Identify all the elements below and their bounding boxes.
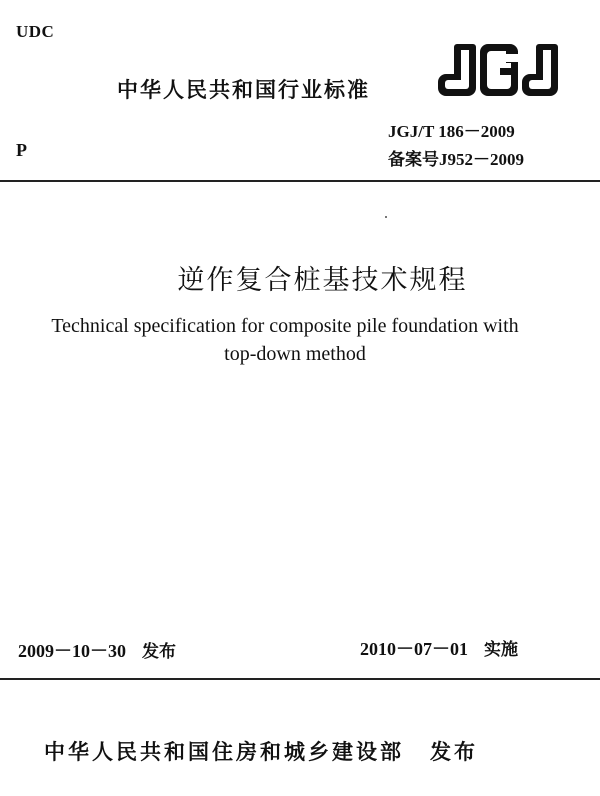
implement-label: 实施 [484,640,518,660]
speck-mark [385,216,387,218]
implement-date: 2010－07－01 [360,639,468,659]
jgj-logo-text: JGJ [436,40,438,41]
implement-date-block [360,635,518,661]
issue-date-block [18,637,176,663]
document-title-chinese: 逆作复合桩基技术规程 [177,265,468,296]
jgj-logo-icon [436,40,560,104]
standard-code: JGJ/T 186－2009 [388,122,515,141]
issue-date: 2009－10－30 [18,641,126,661]
udc-label: UDC [16,22,55,41]
bottom-divider [0,678,600,680]
record-number: 备案号J952－2009 [388,150,524,169]
jgj-logo [436,40,560,104]
publish-label: 发布 [430,740,478,764]
publisher-name: 中华人民共和国住房和城乡建设部 [44,740,404,764]
document-title-english-line1: Technical specification for composite pile foundation with [51,315,519,337]
publisher-block [44,736,478,766]
top-divider [0,180,600,182]
classification-label: P [16,140,27,160]
document-title-english-line2: top-down method [224,343,366,365]
issue-label: 发布 [142,642,176,662]
industry-standard-title: 中华人民共和国行业标准 [117,78,370,102]
